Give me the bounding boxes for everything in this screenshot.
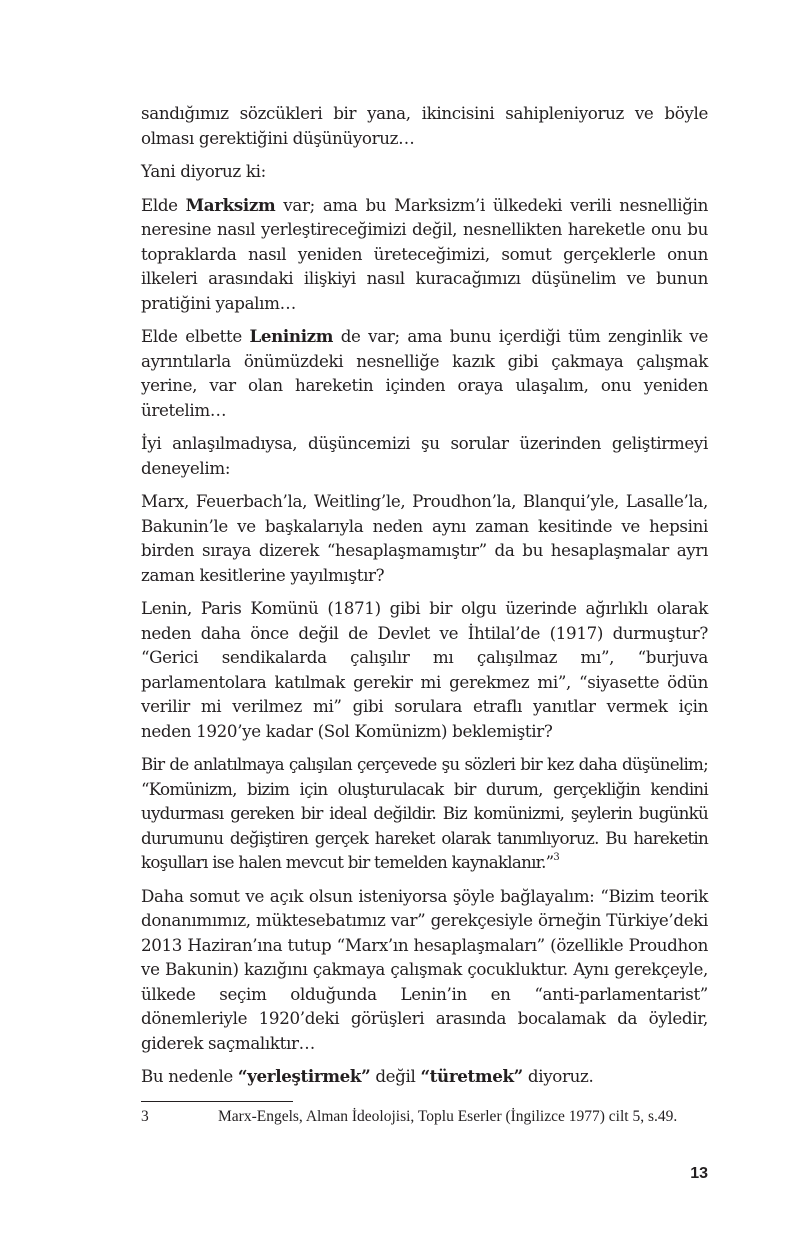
text-run: değil	[370, 1066, 421, 1086]
page-number: 13	[690, 1165, 708, 1182]
text-run: İyi anlaşılmadıysa, düşüncemizi şu sorular üzerinden geliştirmeyi deneyelim:	[141, 433, 708, 478]
paragraph	[141, 1064, 708, 1089]
bold-term-leninizm: Leninizm	[249, 326, 334, 346]
text-run: Bir de anlatılmaya çalışılan çerçevede şu sözleri bir kez daha düşünelim; “Komünizm, bizim için oluşturulacak bir durum, gerçekliğin kendini uydurması gereken bir ideal değildir. Biz komünizmi, şeylerin bugünkü durumunu değiştiren gerçek hareket olarak tanımlıyoruz. Bu hareketin koşulları ise halen mevcut bir temelden kaynaklanır.”	[141, 754, 708, 872]
text-run: Elde	[141, 194, 186, 215]
text-run: sandığımız sözcükleri bir yana, ikincisini sahipleniyoruz ve böyle olması gerektiğini düşünüyoruz…	[141, 103, 708, 148]
footnote-number: 3	[141, 1108, 149, 1125]
paragraph	[141, 596, 708, 743]
footnote-text: Marx-Engels, Alman İdeolojisi, Toplu Eserler (İngilizce 1977) cilt 5, s.49.	[218, 1108, 678, 1125]
text-run: Yani diyoruz ki:	[141, 161, 266, 181]
text-run: var; ama bu Marksizm’i ülkedeki verili nesnelliğin neresine nasıl yerleştireceğimizi değil, nesnellikten hareketle onu bu topraklarda nasıl yeniden üreteceğimizi, somut gerçeklerle onun ilkeleri arasındaki ilişkiyi nasıl kuracağımızı düşünelim ve bunun pratiğini yapalım…	[141, 194, 708, 313]
paragraph	[141, 159, 708, 184]
text-run: Marx, Feuerbach’la, Weitling’le, Proudhon’la, Blanqui’yle, Lasalle’la, Bakunin’le ve başkalarıyla neden aynı zaman kesitinde ve hepsini birden sıraya dizerek “hesaplaşmamıştır” da bu hesaplaşmalar ayrı zaman kesitlerine yayılmıştır?	[141, 491, 708, 585]
paragraph-quote	[141, 752, 708, 875]
paragraph	[141, 489, 708, 587]
paragraph	[141, 101, 708, 150]
footnote-reference[interactable]: 3	[553, 852, 560, 864]
bold-term-yerlestirmek: “yerleştirmek”	[237, 1066, 371, 1086]
bold-term-marksizm: Marksizm	[185, 194, 276, 215]
paragraph	[141, 431, 708, 480]
footnote-divider	[141, 1101, 293, 1102]
text-run: Lenin, Paris Komünü (1871) gibi bir olgu üzerinde ağırlıklı olarak neden daha önce değil de Devlet ve İhtilal’de (1917) durmuştur? “Gerici sendikalarda çalışılır mı çalışılmaz mı”, “burjuva parlamentolara katılmak gerekir mi gerekmez mi”, “siyasette ödün verilir mi verilmez mi” gibi sorulara etraflı yanıtlar vermek için neden 1920’ye kadar (Sol Komünizm) beklemiştir?	[141, 598, 708, 741]
paragraph	[141, 884, 708, 1056]
paragraph	[141, 324, 708, 422]
bold-term-turetmek: “türetmek”	[420, 1066, 523, 1086]
text-run: de var; ama bunu içerdiği tüm zenginlik ve ayrıntılarla önümüzdeki nesnelliğe kazık gibi çakmaya çalışmak yerine, var olan hareketin içinden oraya ulaşalım, onu yeniden üretelim…	[141, 326, 708, 420]
body-text	[141, 101, 708, 1098]
paragraph	[141, 193, 708, 316]
text-run: Elde elbette	[141, 326, 250, 346]
text-run: Bu nedenle	[141, 1066, 238, 1086]
text-run: Daha somut ve açık olsun isteniyorsa şöyle bağlayalım: “Bizim teorik donanımımız, müktesebatımız var” gerekçesiyle örneğin Türkiye’deki 2013 Haziran’ına tutup “Marx’ın hesaplaşmaları” (özellikle Proudhon ve Bakunin) kazığını çakmaya çalışmak çocukluktur. Aynı gerekçeyle, ülkede seçim olduğunda Lenin’in en “anti-parlamentarist” dönemleriyle 1920’deki görüşleri arasında bocalamak da öyledir, giderek saçmalıktır…	[141, 885, 708, 1053]
text-run: diyoruz.	[522, 1066, 594, 1086]
